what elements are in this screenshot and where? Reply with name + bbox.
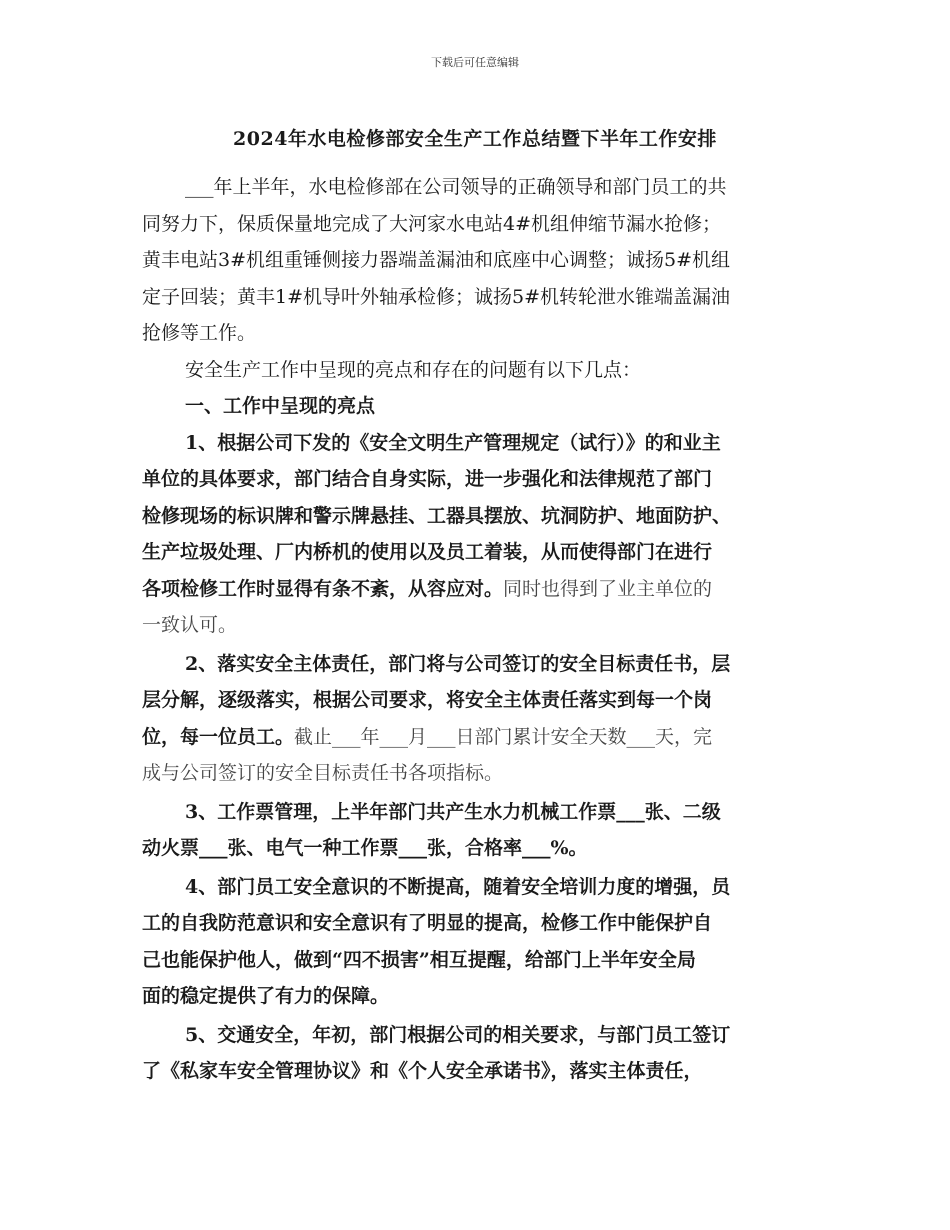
item5-line: 了《私家车安全管理协议》和《个人安全承诺书》，落实主体责任，	[142, 1060, 703, 1082]
item4-line: 4、部门员工安全意识的不断提高，随着安全培训力度的增强，员	[185, 875, 731, 898]
item1-line	[142, 571, 818, 608]
intro-line: 同努力下，保质保量地完成了大河家水电站4#机组伸缩节漏水抢修；	[142, 212, 722, 235]
summary-line: 安全生产工作中呈现的亮点和存在的问题有以下几点：	[185, 358, 642, 381]
item1-line: 检修现场的标识牌和警示牌悬挂、工器具摆放、坑洞防护、地面防护、	[142, 504, 732, 527]
item4-line: 工的自我防范意识和安全意识有了明显的提高，检修工作中能保护自	[142, 912, 713, 934]
item1-line: 生产垃圾处理、厂内桥机的使用以及员工着装，从而使得部门在进行	[142, 541, 713, 563]
item2-line: 层分解，逐级落实，根据公司要求，将安全主体责任落实到每一个岗	[142, 689, 713, 711]
item1-line: 一致认可。	[142, 614, 238, 636]
document-body	[142, 169, 818, 1090]
item2-normal-tail: 截止___年___月___日部门累计安全天数___天，完	[294, 725, 713, 748]
item1-bold-end: 各项检修工作时显得有条不紊，从容应对。	[142, 577, 504, 600]
header-note: 下载后可任意编辑	[431, 56, 519, 69]
item3-line: 3、工作票管理，上半年部门共产生水力机械工作票___张、二级	[185, 800, 721, 823]
section-heading: 一、工作中呈现的亮点	[185, 395, 376, 417]
item2-line: 2、落实安全主体责任，部门将与公司签订的安全目标责任书，层	[185, 652, 731, 675]
item2-line: 成与公司签订的安全目标责任书各项指标。	[142, 762, 504, 784]
item4-line: 己也能保护他人，做到“四不损害”相互提醒，给部门上半年安全局	[142, 948, 696, 971]
intro-line: 抢修等工作。	[142, 322, 257, 344]
item2-line	[142, 719, 818, 756]
item4-line: 面的稳定提供了有力的保障。	[142, 985, 390, 1007]
intro-line: 黄丰电站3#机组重锤侧接力器端盖漏油和底座中心调整；诚扬5#机组	[142, 249, 731, 271]
item3-line: 动火票___张、电气一种工作票___张，合格率___%。	[142, 837, 588, 859]
item1-line: 1、根据公司下发的《安全文明生产管理规定（试行）》的和业主	[185, 431, 721, 454]
document-title: 2024年水电检修部安全生产工作总结暨下半年工作安排	[233, 128, 717, 150]
item1-normal-tail: 同时也得到了业主单位的	[503, 577, 713, 600]
item5-line: 5、交通安全，年初，部门根据公司的相关要求，与部门员工签订	[185, 1023, 731, 1046]
intro-line: ___年上半年，水电检修部在公司领导的正确领导和部门员工的共	[185, 176, 727, 198]
item1-line: 单位的具体要求，部门结合自身实际，进一步强化和法律规范了部门	[142, 468, 713, 490]
intro-line: 定子回装；黄丰1#机导叶外轴承检修；诚扬5#机转轮泄水锥端盖漏油	[142, 285, 731, 308]
item2-bold-end: 位，每一位员工。	[142, 725, 295, 748]
